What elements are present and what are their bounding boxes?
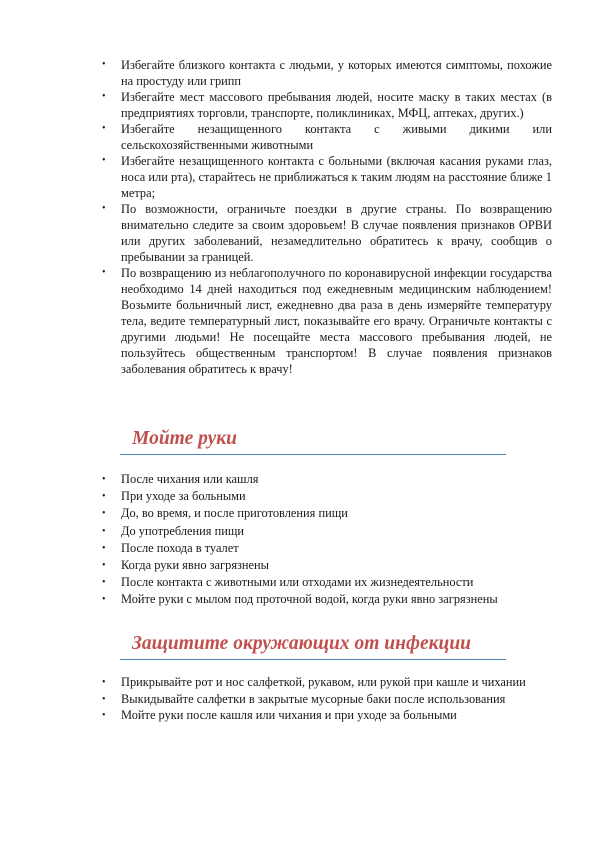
- bullet-icon: •: [102, 594, 106, 606]
- bullet-icon: •: [102, 710, 106, 722]
- list-item: [100, 574, 552, 591]
- list-item: [100, 708, 552, 724]
- intro-precautions-list: [100, 57, 552, 377]
- bullet-icon: •: [102, 267, 106, 278]
- list-item: [100, 265, 552, 377]
- list-item-text: При уходе за больными: [121, 489, 246, 504]
- list-item-text: Мойте руки после кашля или чихания и при уходе за больными: [121, 708, 457, 723]
- list-item-text: После чихания или кашля: [121, 472, 259, 486]
- list-item: [100, 89, 552, 121]
- protect-others-list: [100, 675, 552, 724]
- bullet-icon: •: [102, 59, 106, 70]
- list-item: [100, 153, 552, 201]
- list-item-text: Избегайте мест массового пребывания людей, носите маску в таких местах (в предприятиях торговли, транспорте, поликлиниках, МФЦ, аптеках, других.): [121, 90, 552, 120]
- section-heading-protect-others: Защитите окружающих от инфекции: [132, 633, 472, 654]
- list-item: [100, 540, 552, 557]
- list-item: [100, 201, 552, 265]
- list-item-text: По возможности, ограничьте поездки в другие страны. По возвращению внимательно следите за своим здоровьем! В случае появления признаков ОРВИ или других заболеваний, незамедлительно обратитесь к врачу, сообщив о пребывании за границей.: [121, 202, 552, 264]
- list-item: [100, 692, 552, 708]
- list-item-text: После похода в туалет: [121, 540, 239, 555]
- list-item-text: Прикрывайте рот и нос салфеткой, рукавом, или рукой при кашле и чихании: [121, 675, 526, 689]
- bullet-icon: •: [102, 123, 106, 134]
- bullet-icon: •: [102, 542, 106, 554]
- list-item: [100, 121, 552, 153]
- bullet-icon: •: [102, 525, 106, 537]
- bullet-icon: •: [102, 474, 106, 485]
- list-item-text: Избегайте незащищенного контакта с живыми дикими или сельскохозяйственными животными: [121, 122, 552, 152]
- list-item: [100, 675, 552, 691]
- bullet-icon: •: [102, 693, 106, 705]
- list-item-text: Избегайте незащищенного контакта с больными (включая касания руками глаз, носа или рта), старайтесь не приближаться к таким людям на расстояние ближе 1 метра;: [121, 154, 552, 200]
- list-item: [100, 488, 552, 505]
- bullet-icon: •: [102, 91, 106, 102]
- list-item: [100, 591, 552, 608]
- list-item-text: Выкидывайте салфетки в закрытые мусорные баки после использования: [121, 691, 506, 706]
- list-item-text: До употребления пищи: [121, 523, 245, 538]
- list-item: [100, 523, 552, 540]
- bullet-icon: •: [102, 491, 106, 503]
- bullet-icon: •: [102, 577, 106, 589]
- bullet-icon: •: [102, 155, 106, 166]
- bullet-icon: •: [102, 508, 106, 520]
- bullet-icon: •: [102, 203, 106, 214]
- section-heading-wash-hands: Мойте руки: [132, 428, 237, 449]
- list-item-text: Мойте руки с мылом под проточной водой, когда руки явно загрязнены: [121, 592, 498, 607]
- section-divider: [120, 659, 506, 660]
- bullet-icon: •: [102, 677, 106, 688]
- list-item: [100, 505, 552, 522]
- wash-hands-list: [100, 471, 552, 609]
- list-item-text: После контакта с животными или отходами их жизнедеятельности: [121, 575, 474, 590]
- section-divider: [120, 454, 506, 455]
- list-item: [100, 471, 552, 488]
- list-item: [100, 57, 552, 89]
- list-item-text: По возвращению из неблагополучного по коронавирусной инфекции государства необходимо 14 дней находиться под ежедневным медицинским наблюдением! Возьмите больничный лист, ежедневно два раза в день измеряйте температуру тела, ведите температурный лист, показывайте его врачу. Ограничьте контакты с другими людьми! Не посещайте места массового пребывания людей, не пользуйтесь общественным транспортом! В случае появления признаков заболевания обратитесь к врачу!: [121, 266, 552, 376]
- list-item-text: Избегайте близкого контакта с людьми, у которых имеются симптомы, похожие на простуду или грипп: [121, 58, 552, 88]
- list-item: [100, 557, 552, 574]
- list-item-text: До, во время, и после приготовления пищи: [121, 506, 348, 521]
- bullet-icon: •: [102, 560, 106, 572]
- list-item-text: Когда руки явно загрязнены: [121, 558, 270, 573]
